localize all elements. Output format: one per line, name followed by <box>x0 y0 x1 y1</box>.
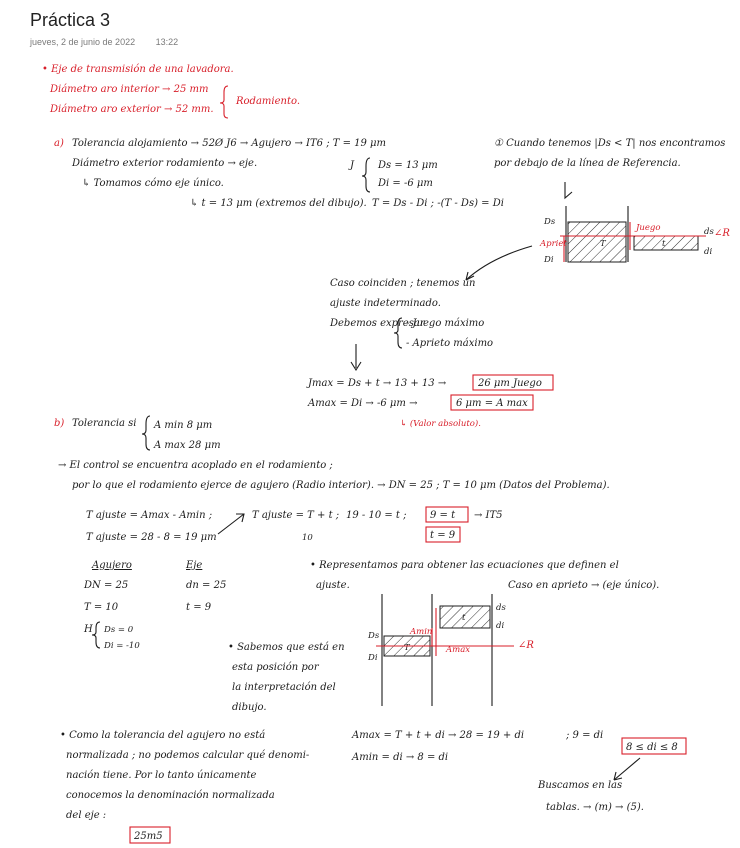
tajuste-arrow <box>218 514 244 534</box>
part-a-t-equation: T = Ds - Di ; -(T - Ds) = Di <box>372 198 504 209</box>
intro-line-2: Diámetro aro interior → 25 mm <box>50 84 209 95</box>
caso-aprieto-max: - Aprieto máximo <box>406 338 494 349</box>
sabemos-line-3: la interpretación del <box>232 682 336 693</box>
agujero-H: H <box>84 624 93 635</box>
agujero-header: Agujero <box>92 560 132 571</box>
note-pointer-arrow <box>565 182 572 198</box>
fig1-di: di <box>704 247 713 257</box>
part-b-block <box>54 416 686 843</box>
part-a-di: Di = -6 μm <box>378 178 433 189</box>
agujero-ds0: Ds = 0 <box>104 625 134 635</box>
part-a-line-3: ↳ Tomamos cómo eje único. <box>82 178 224 189</box>
fig2-t: t <box>462 613 466 623</box>
intro-block <box>42 64 300 118</box>
fit-diagram-a <box>539 206 730 265</box>
tajuste-ten: 10 <box>302 533 313 543</box>
rep-line-2: ajuste. <box>316 580 350 591</box>
fig1-hole-zone <box>568 222 626 262</box>
fig1-shaft-zone <box>634 236 698 250</box>
agujero-T: T = 10 <box>84 602 119 613</box>
page-time: 13:22 <box>155 37 179 47</box>
intro-line-1: • Eje de transmisión de una lavadora. <box>42 64 234 75</box>
page-date: jueves, 2 de junio de 2022 <box>30 37 136 47</box>
box-t-9b: t = 9 <box>430 530 456 541</box>
tajuste-line-1: T ajuste = Amax - Amin ; <box>86 510 213 521</box>
box-t-9: 9 = t <box>430 510 456 521</box>
jmax-equation: Jmax = Ds + t → 13 + 13 → <box>308 378 447 389</box>
box-di-arrow <box>614 758 640 780</box>
box-di: 8 ≤ di ≤ 8 <box>626 742 678 753</box>
como-line-1: • Como la tolerancia del agujero no está <box>60 730 266 741</box>
fit-diagram-b <box>367 594 534 706</box>
part-b-line-1: → El control se encuentra acoplado en el rodamiento ; <box>58 460 333 471</box>
como-line-4: conocemos la denominación normalizada <box>66 790 275 801</box>
part-a-label: a) <box>54 138 64 149</box>
fig1-Ds: Ds <box>544 217 556 227</box>
eje-dn: dn = 25 <box>186 580 227 591</box>
fig1-to-caso-arrow <box>466 246 532 280</box>
intro-line-3: Diámetro aro exterior → 52 mm. <box>50 104 214 115</box>
fig1-line-ref: ∠R <box>714 228 730 239</box>
como-line-2: normalizada ; no podemos calcular qué denomi- <box>66 750 310 761</box>
fig2-amax-label: Amax <box>446 645 471 655</box>
part-b-brace <box>142 416 150 450</box>
fig1-ds: ds <box>704 227 714 237</box>
eq-amax: Amax = T + t + di → 28 = 19 + di <box>352 730 525 741</box>
fig2-T: T <box>404 643 410 653</box>
caso-line-2: ajuste indeterminado. <box>330 298 441 309</box>
eje-t: t = 9 <box>186 602 212 613</box>
intro-rodamiento: Rodamiento. <box>236 96 300 107</box>
fig1-t: t <box>662 239 666 249</box>
part-a-line-2: Diámetro exterior rodamiento → eje. <box>72 158 258 169</box>
tajuste-line-4: 19 - 10 = t ; <box>346 510 407 521</box>
part-a-j-label: J <box>350 160 355 171</box>
fig2-di: di <box>496 621 505 631</box>
agujero-dn: DN = 25 <box>84 580 129 591</box>
rep-line-1: • Representamos para obtener las ecuaciones que definen el <box>310 560 619 571</box>
part-a-line-4: ↳ t = 13 μm (extremos del dibujo). <box>190 198 367 209</box>
it5-label: → IT5 <box>474 510 503 521</box>
caso-juego-max: - Juego máximo <box>406 318 485 329</box>
caso-line-3: Debemos expresar <box>330 318 425 329</box>
sabemos-line-2: esta posición por <box>232 662 319 673</box>
eq-amin: Amin = di → 8 = di <box>352 752 449 763</box>
part-b-amax: A max 28 μm <box>154 440 221 451</box>
como-line-5: del eje : <box>66 810 107 821</box>
amax-equation: Amax = Di → -6 μm → <box>308 398 418 409</box>
amax-result: 6 μm = A max <box>456 398 528 409</box>
part-a-block <box>54 138 730 429</box>
part-b-amin: A min 8 μm <box>154 420 213 431</box>
fig1-juego-label: Juego <box>636 223 661 233</box>
part-b-tolerancia: Tolerancia si <box>72 418 137 429</box>
part-a-line-1: Tolerancia alojamiento → 52Ø J6 → Agujero → IT6 ; T = 19 μm <box>72 138 387 149</box>
sabemos-line-1: • Sabemos que está en <box>228 642 345 653</box>
fig2-Di: Di <box>368 653 378 663</box>
intro-brace <box>220 86 228 118</box>
page-title: Práctica 3 <box>30 10 111 30</box>
caso-line-1: Caso coinciden ; tenemos un <box>330 278 476 289</box>
part-a-ds: Ds = 13 μm <box>378 160 438 171</box>
fig2-Ds: Ds <box>368 631 380 641</box>
part-a-note-2: por debajo de la línea de Referencia. <box>494 158 681 169</box>
part-b-label: b) <box>54 418 65 429</box>
part-a-note-1: ① Cuando tenemos |Ds < T| nos encontramos <box>494 138 726 149</box>
fig1-T: T <box>600 239 606 249</box>
tajuste-line-3: T ajuste = T + t ; <box>252 510 340 521</box>
buscamos-line-1: Buscamos en las <box>538 780 623 791</box>
jmax-result: 26 μm Juego <box>478 378 542 389</box>
tajuste-line-2: T ajuste = 28 - 8 = 19 μm <box>86 532 217 543</box>
amax-valor-absoluto: ↳ (Valor absoluto). <box>400 419 481 429</box>
box-25m5: 25m5 <box>134 831 163 842</box>
eq-amax-result: ; 9 = di <box>566 730 604 741</box>
fig2-ds: ds <box>496 603 506 613</box>
fig2-amin-label: Amin <box>410 627 433 637</box>
agujero-di10: Di = -10 <box>104 641 140 651</box>
eje-header: Eje <box>186 560 203 571</box>
agujero-H-brace <box>92 622 100 648</box>
sabemos-line-4: dibujo. <box>232 702 267 713</box>
part-b-line-2: por lo que el rodamiento ejerce de agujero (Radio interior). → DN = 25 ; T = 10 μm (Datos del Problema). <box>72 480 610 491</box>
fig1-Di: Di <box>544 255 554 265</box>
buscamos-line-2: tablas. → (m) → (5). <box>546 802 644 813</box>
fig2-line-ref: ∠R <box>518 640 534 651</box>
como-line-3: nación tiene. Por lo tanto únicamente <box>66 770 257 781</box>
fig1-aprieto-label: Apriet <box>540 239 567 249</box>
part-a-j-brace <box>362 158 370 192</box>
rep-line-3: Caso en aprieto → (eje único). <box>508 580 660 591</box>
